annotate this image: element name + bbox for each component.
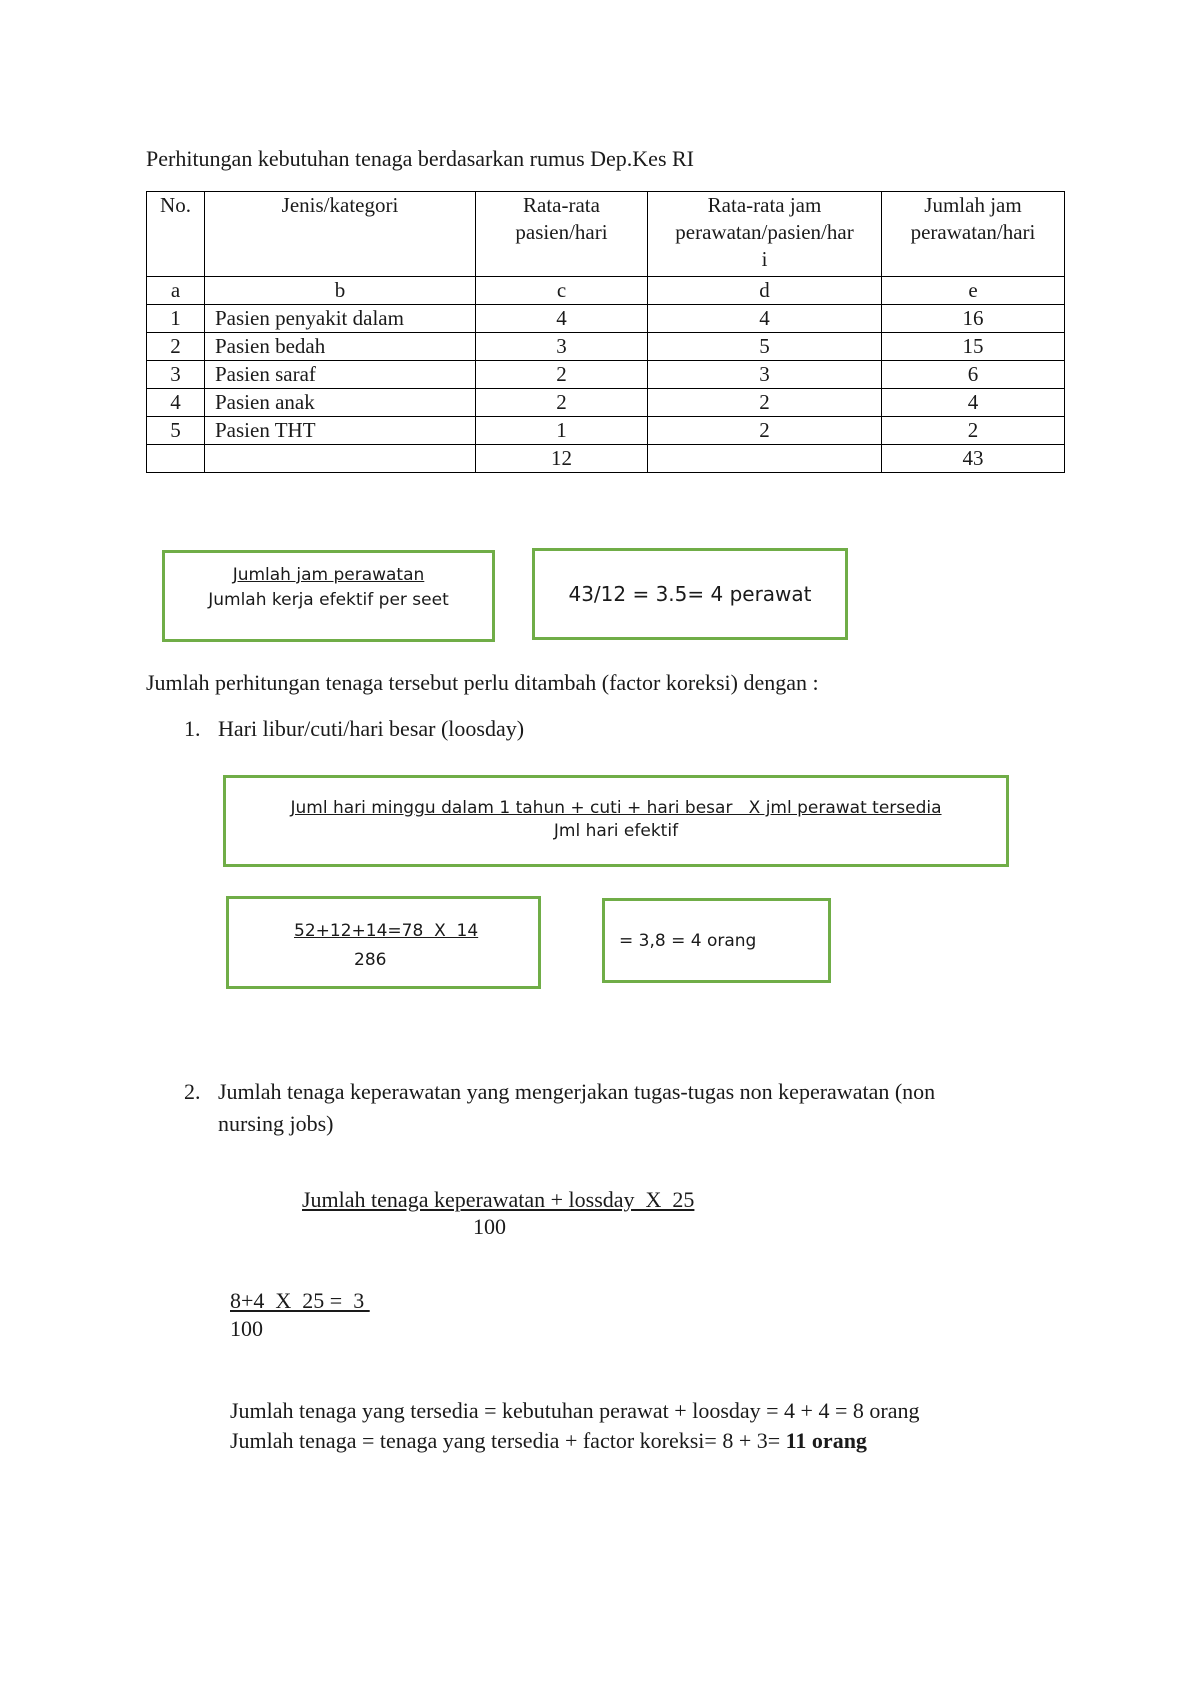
fraction-numerator: Juml hari minggu dalam 1 tahun + cuti + hari besar X jml perawat tersedia bbox=[290, 798, 942, 818]
table-cell: 1 bbox=[476, 417, 648, 445]
formula-box-workload bbox=[162, 550, 495, 642]
fraction-numerator: Jumlah jam perawatan bbox=[232, 565, 425, 585]
fraction-denominator: Jumlah kerja efektif per seet bbox=[208, 590, 449, 610]
list-item-text: nursing jobs) bbox=[218, 1111, 334, 1136]
table-cell: 2 bbox=[476, 361, 648, 389]
correction-intro: Jumlah perhitungan tenaga tersebut perlu ditambah (factor koreksi) dengan : bbox=[146, 670, 819, 695]
table-cell bbox=[147, 445, 205, 473]
table-cell: 4 bbox=[476, 305, 648, 333]
table-cell: 4 bbox=[882, 389, 1065, 417]
summary-total-text: Jumlah tenaga = tenaga yang tersedia + factor koreksi= 8 + 3= bbox=[230, 1428, 786, 1453]
summary-available: Jumlah tenaga yang tersedia = kebutuhan perawat + loosday = 4 + 4 = 8 orang bbox=[230, 1398, 920, 1423]
table-cell: Pasien saraf bbox=[205, 361, 476, 389]
calc-box-loosday bbox=[226, 896, 541, 989]
formula-numerator: Jumlah tenaga keperawatan + lossday X 25 bbox=[302, 1187, 695, 1212]
table-cell: 2 bbox=[882, 417, 1065, 445]
table-row bbox=[147, 361, 1065, 389]
calc-numerator: 8+4 X 25 = 3 bbox=[230, 1288, 370, 1313]
table-cell: 15 bbox=[882, 333, 1065, 361]
formula-denominator: 100 bbox=[473, 1214, 506, 1239]
header-line: i bbox=[761, 247, 768, 271]
calc-denominator: 100 bbox=[230, 1316, 263, 1341]
table-cell bbox=[205, 445, 476, 473]
table-cell: 16 bbox=[882, 305, 1065, 333]
header-line: Rata-rata jam bbox=[707, 193, 822, 217]
table-cell: 2 bbox=[147, 333, 205, 361]
fraction-denominator: 286 bbox=[354, 950, 387, 970]
header-line: Rata-rata bbox=[523, 193, 600, 217]
table-cell: d bbox=[648, 277, 882, 305]
table-cell: 3 bbox=[476, 333, 648, 361]
table-cell: 5 bbox=[648, 333, 882, 361]
table-row bbox=[147, 417, 1065, 445]
table-cell: e bbox=[882, 277, 1065, 305]
table-header-row bbox=[147, 192, 1065, 277]
summary-total-result: 11 orang bbox=[785, 1428, 867, 1453]
header-cell-jumlah-jam bbox=[882, 192, 1065, 277]
page-title: Perhitungan kebutuhan tenaga berdasarkan rumus Dep.Kes RI bbox=[146, 146, 695, 171]
table-cell: 12 bbox=[476, 445, 648, 473]
table-cell: 2 bbox=[476, 389, 648, 417]
table-cell: 3 bbox=[648, 361, 882, 389]
header-cell-rata-jam bbox=[648, 192, 882, 277]
table-cell: 4 bbox=[648, 305, 882, 333]
table-cell: 2 bbox=[648, 389, 882, 417]
header-line: perawatan/hari bbox=[910, 220, 1036, 244]
result-box-perawat: 43/12 = 3.5= 4 perawat bbox=[532, 548, 848, 640]
fraction-denominator: Jml hari efektif bbox=[553, 821, 679, 841]
table-cell: c bbox=[476, 277, 648, 305]
header-line: pasien/hari bbox=[515, 220, 608, 244]
header-line: perawatan/pasien/har bbox=[675, 220, 854, 244]
header-cell-jenis: Jenis/kategori bbox=[205, 192, 476, 277]
table-cell: 5 bbox=[147, 417, 205, 445]
table-row bbox=[147, 389, 1065, 417]
table-cell bbox=[648, 445, 882, 473]
table-cell: Pasien bedah bbox=[205, 333, 476, 361]
table-cell: 3 bbox=[147, 361, 205, 389]
list-number: 1. bbox=[184, 716, 201, 741]
table-row bbox=[147, 333, 1065, 361]
formula-box-loosday bbox=[223, 775, 1009, 867]
table-cell: 43 bbox=[882, 445, 1065, 473]
table-letter-row bbox=[147, 277, 1065, 305]
header-cell-rata-pasien bbox=[476, 192, 648, 277]
result-box-loosday: = 3,8 = 4 orang bbox=[602, 898, 831, 983]
staffing-table bbox=[146, 191, 1065, 473]
table-cell: 1 bbox=[147, 305, 205, 333]
table-cell: b bbox=[205, 277, 476, 305]
table-total-row bbox=[147, 445, 1065, 473]
header-cell-no: No. bbox=[147, 192, 205, 277]
header-line: Jumlah jam bbox=[924, 193, 1022, 217]
table-row bbox=[147, 305, 1065, 333]
table-cell: 2 bbox=[648, 417, 882, 445]
summary-total bbox=[230, 1428, 867, 1454]
table-cell: Pasien anak bbox=[205, 389, 476, 417]
table-cell: Pasien THT bbox=[205, 417, 476, 445]
list-item-text: Hari libur/cuti/hari besar (loosday) bbox=[218, 716, 525, 741]
table-cell: 4 bbox=[147, 389, 205, 417]
list-number: 2. bbox=[184, 1079, 201, 1104]
list-item-text: Jumlah tenaga keperawatan yang mengerjakan tugas-tugas non keperawatan (non bbox=[218, 1079, 936, 1104]
table-cell: 6 bbox=[882, 361, 1065, 389]
fraction-numerator: 52+12+14=78 X 14 bbox=[294, 921, 479, 941]
table-cell: Pasien penyakit dalam bbox=[205, 305, 476, 333]
table-cell: a bbox=[147, 277, 205, 305]
